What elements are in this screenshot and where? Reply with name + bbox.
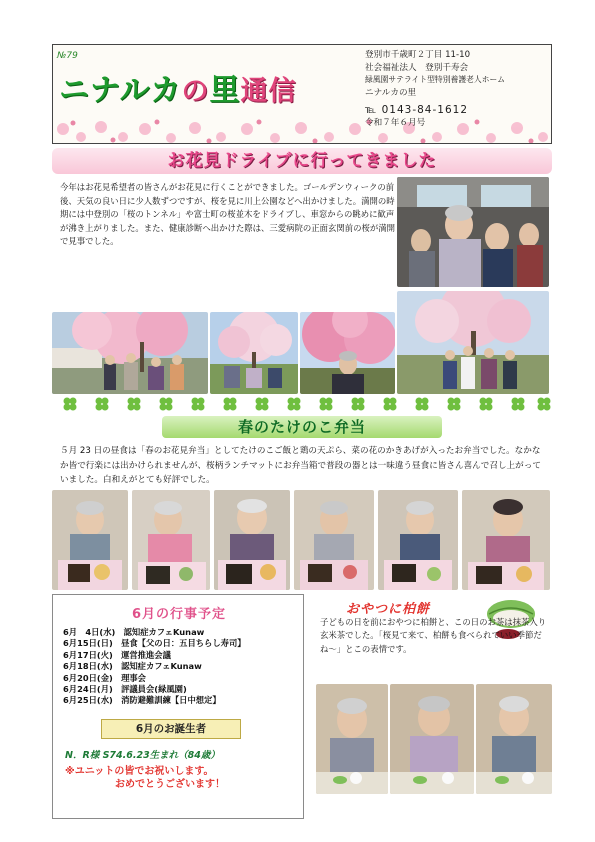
event-item: 6月15日(日) 昼食【父の日：五目ちらし寿司】: [63, 638, 246, 649]
section2-body: ５月 23 日の昼食は「春のお花見弁当」としてたけのこご飯と鶏の天ぷら、菜の花のかきあげが入ったお弁当でした。なかなか皆で行楽には出かけられませんが、桜柄ランチマットにお弁当箱で普段の器とは一味違う昼食に皆さん喜んで召し上がっていました。白和えがとても好評でした。: [60, 446, 541, 485]
section2-header: [162, 416, 442, 438]
telephone-number: ℡ 0143-84-1612: [365, 104, 468, 116]
photo-bento-resident-4: [294, 490, 374, 590]
event-item: 6月18日(水) 認知症カフェKunaw: [63, 661, 202, 672]
newsletter-page: [52, 44, 552, 824]
address-line: 登別市千歳町２丁目 11-10: [365, 50, 471, 60]
facility-address: [365, 49, 551, 129]
event-item: 6月20日(金) 理事会: [63, 672, 146, 683]
photo-wheelchairs-under-tree: [210, 312, 298, 394]
address-line: 緑風園サテライト型特別養護老人ホーム: [365, 75, 506, 84]
birthday-message: [65, 765, 300, 791]
title-part-2: の: [181, 76, 210, 107]
events-title: 6月の行事予定: [131, 607, 227, 622]
event-item: 6月24日(月) 評議員会(緑風園): [63, 684, 187, 695]
event-list: [63, 627, 303, 707]
photo-snack-resident-1: [316, 684, 388, 794]
birthday-label: 6月のお誕生者: [101, 719, 241, 739]
clover-decoration: [52, 394, 552, 414]
section1-title: お花見ドライブに行ってきました: [167, 151, 437, 171]
title-part-3: 里: [209, 73, 241, 108]
issue-date: 令和７年６月号: [365, 117, 426, 128]
section1-body: 今年はお花見希望者の皆さんがお花見に行くことができました。ゴールデンウィークの前後、天気の良い日に少人数ずつですが、桜を見に川上公園などへ出かけました。満開の時期には中登別の「桜のトンネル」や富士町の桜並木をドライブし、車窓からの眺めに歓声が沸き上がりました。また、健康診断へ出かけた際は、三愛病院の正面玄関前の桜が満開で見事でした。: [60, 182, 395, 247]
section2-title: 春のたけのこ弁当: [237, 418, 366, 436]
photo-bento-resident-2: [132, 490, 210, 590]
photo-residents-in-van: [397, 177, 549, 287]
title-part-4: 通信: [240, 76, 297, 107]
photo-group-under-cherry-tree: [52, 312, 208, 394]
snack-body: 子どもの日を前におやつに柏餅と、この日のお茶は抹茶入り玄米茶でした。「桜見て来て、柏餅も食べられていい季節だね～」とこの表情です。: [320, 617, 547, 654]
photo-snack-resident-2: [390, 684, 474, 794]
event-item: 6月25日(水) 消防避難訓練【日中想定】: [63, 695, 221, 706]
photo-bento-resident-5: [378, 490, 458, 590]
snack-title: おやつに柏餅: [346, 602, 431, 617]
masthead: [52, 44, 552, 144]
title-part-1: ニナルカ: [59, 73, 182, 108]
birthday-person: N．R様 S74.6.23生まれ（84歳）: [65, 750, 220, 761]
photo-group-with-tree-outside: [397, 291, 549, 394]
photo-resident-pink-blossoms: [300, 312, 395, 394]
issue-number: №79: [57, 51, 78, 61]
address-line: 社会福祉法人 登別千寿会: [365, 62, 469, 73]
address-line: ニナルカの里: [365, 87, 417, 98]
photo-snack-resident-3: [476, 684, 552, 794]
section1-header: [52, 148, 552, 174]
event-item: 6月17日(火) 運営推進会議: [63, 649, 171, 660]
event-item: 6月 4日(水) 認知症カフェKunaw: [63, 627, 205, 637]
events-panel: [52, 594, 304, 819]
newsletter-title: [59, 65, 297, 109]
photo-bento-resident-1: [52, 490, 128, 590]
photo-bento-resident-6: [462, 490, 550, 590]
photo-bento-resident-3: [214, 490, 290, 590]
birthday-message-line-2: おめでとうございます！: [115, 779, 225, 790]
birthday-message-line-1: ※ユニットの皆でお祝いします。: [65, 766, 214, 777]
